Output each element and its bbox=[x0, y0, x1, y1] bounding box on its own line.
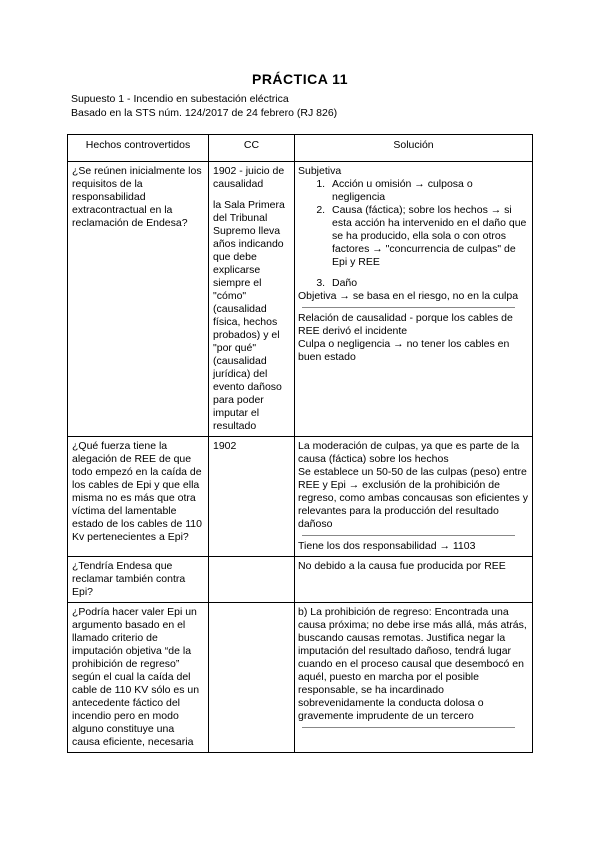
page-title: PRÁCTICA 11 bbox=[251, 71, 348, 87]
sol-text: Tiene los dos responsabilidad → 1103 bbox=[298, 540, 476, 552]
solucion-cell bbox=[295, 162, 533, 437]
list-item: 2. Causa (fáctica); sobre los hechos → si esta acción ha intervenido en el daño que se ha producido, ella sola o con otros factores → "concurrencia de culpas" de Epi y REE bbox=[328, 204, 528, 269]
divider bbox=[302, 307, 515, 308]
list-item: 3. Daño bbox=[328, 277, 528, 290]
practice-table bbox=[67, 134, 533, 753]
table-header-row bbox=[68, 135, 533, 162]
sol-text: Culpa o negligencia → no tener los cables en buen estado bbox=[298, 338, 510, 363]
sol-text: Se establece un 50-50 de las culpas (peso) entre REE y Epi → exclusión de la prohibición de regreso, como ambas concausas son eficientes y relevantes para la producción del resultado dañoso bbox=[298, 466, 528, 530]
cc-text: la Sala Primera del Tribunal Supremo lleva años indicando que debe explicarse siempre el "cómo" (causalidad física, hechos probados) y el "por qué" (causalidad jurídica) del evento dañoso para poder imputar el resultado bbox=[213, 199, 285, 432]
hecho-cell: ¿Qué fuerza tiene la alegación de REE de que todo empezó en la caída de los cables de Epi y que ella misma no es más que otra víctima del lamentable estado de los cables de 110 Kv pertenecientes a Epi? bbox=[68, 437, 209, 557]
header-hechos: Hechos controvertidos bbox=[68, 135, 209, 162]
cc-cell bbox=[209, 557, 295, 603]
cc-cell bbox=[209, 603, 295, 753]
divider bbox=[302, 727, 515, 728]
sol-heading: Subjetiva bbox=[298, 165, 342, 177]
sol-text: Objetiva → se basa en el riesgo, no en la culpa bbox=[298, 290, 519, 302]
hecho-cell: ¿Se reúnen inicialmente los requisitos de la responsabilidad extracontractual en la reclamación de Endesa? bbox=[68, 162, 209, 437]
cc-cell: 1902 bbox=[209, 437, 295, 557]
sol-list bbox=[298, 277, 528, 290]
header-cc: CC bbox=[209, 135, 295, 162]
table-row bbox=[68, 437, 533, 557]
sol-text: b) La prohibición de regreso: Encontrada una causa próxima; no debe irse más allá, más atrás, buscando causas remotas. Justifica negar la imputación del resultado dañoso, tendrá lugar cuando en el proceso causal que desembocó en aquél, puesto en marcha por el posible responsable, se ha incardinado sobrevenidamente la conducta dolosa o gravemente imprudente de un tercero bbox=[298, 606, 527, 722]
table-row bbox=[68, 557, 533, 603]
hecho-cell: ¿Podría hacer valer Epi un argumento basado en el llamado criterio de imputación objetiva “de la prohibición de regreso” según el cual la caída del cable de 110 KV sólo es un antecedente fáctico del incendio pero en modo alguno constituye una causa eficiente, necesaria bbox=[68, 603, 209, 753]
subtitle-source: Basado en la STS núm. 124/2017 de 24 febrero (RJ 826) bbox=[71, 107, 338, 119]
sol-text: La moderación de culpas, ya que es parte de la causa (fáctica) sobre los hechos bbox=[298, 440, 520, 465]
cc-text: 1902 - juicio de causalidad bbox=[213, 165, 285, 190]
solucion-cell bbox=[295, 603, 533, 753]
list-item: 1. Acción u omisión → culposa o negligencia bbox=[328, 178, 528, 204]
divider bbox=[302, 535, 515, 536]
sol-text: Relación de causalidad - porque los cables de REE derivó el incidente bbox=[298, 312, 513, 337]
sol-list bbox=[298, 178, 528, 269]
solucion-cell bbox=[295, 437, 533, 557]
header-solucion: Solución bbox=[295, 135, 533, 162]
solucion-cell: No debido a la causa fue producida por REE bbox=[295, 557, 533, 603]
cc-cell bbox=[209, 162, 295, 437]
table-row bbox=[68, 162, 533, 437]
subtitle-case: Supuesto 1 - Incendio en subestación eléctrica bbox=[71, 93, 289, 105]
hecho-cell: ¿Tendría Endesa que reclamar también contra Epi? bbox=[68, 557, 209, 603]
table-row bbox=[68, 603, 533, 753]
